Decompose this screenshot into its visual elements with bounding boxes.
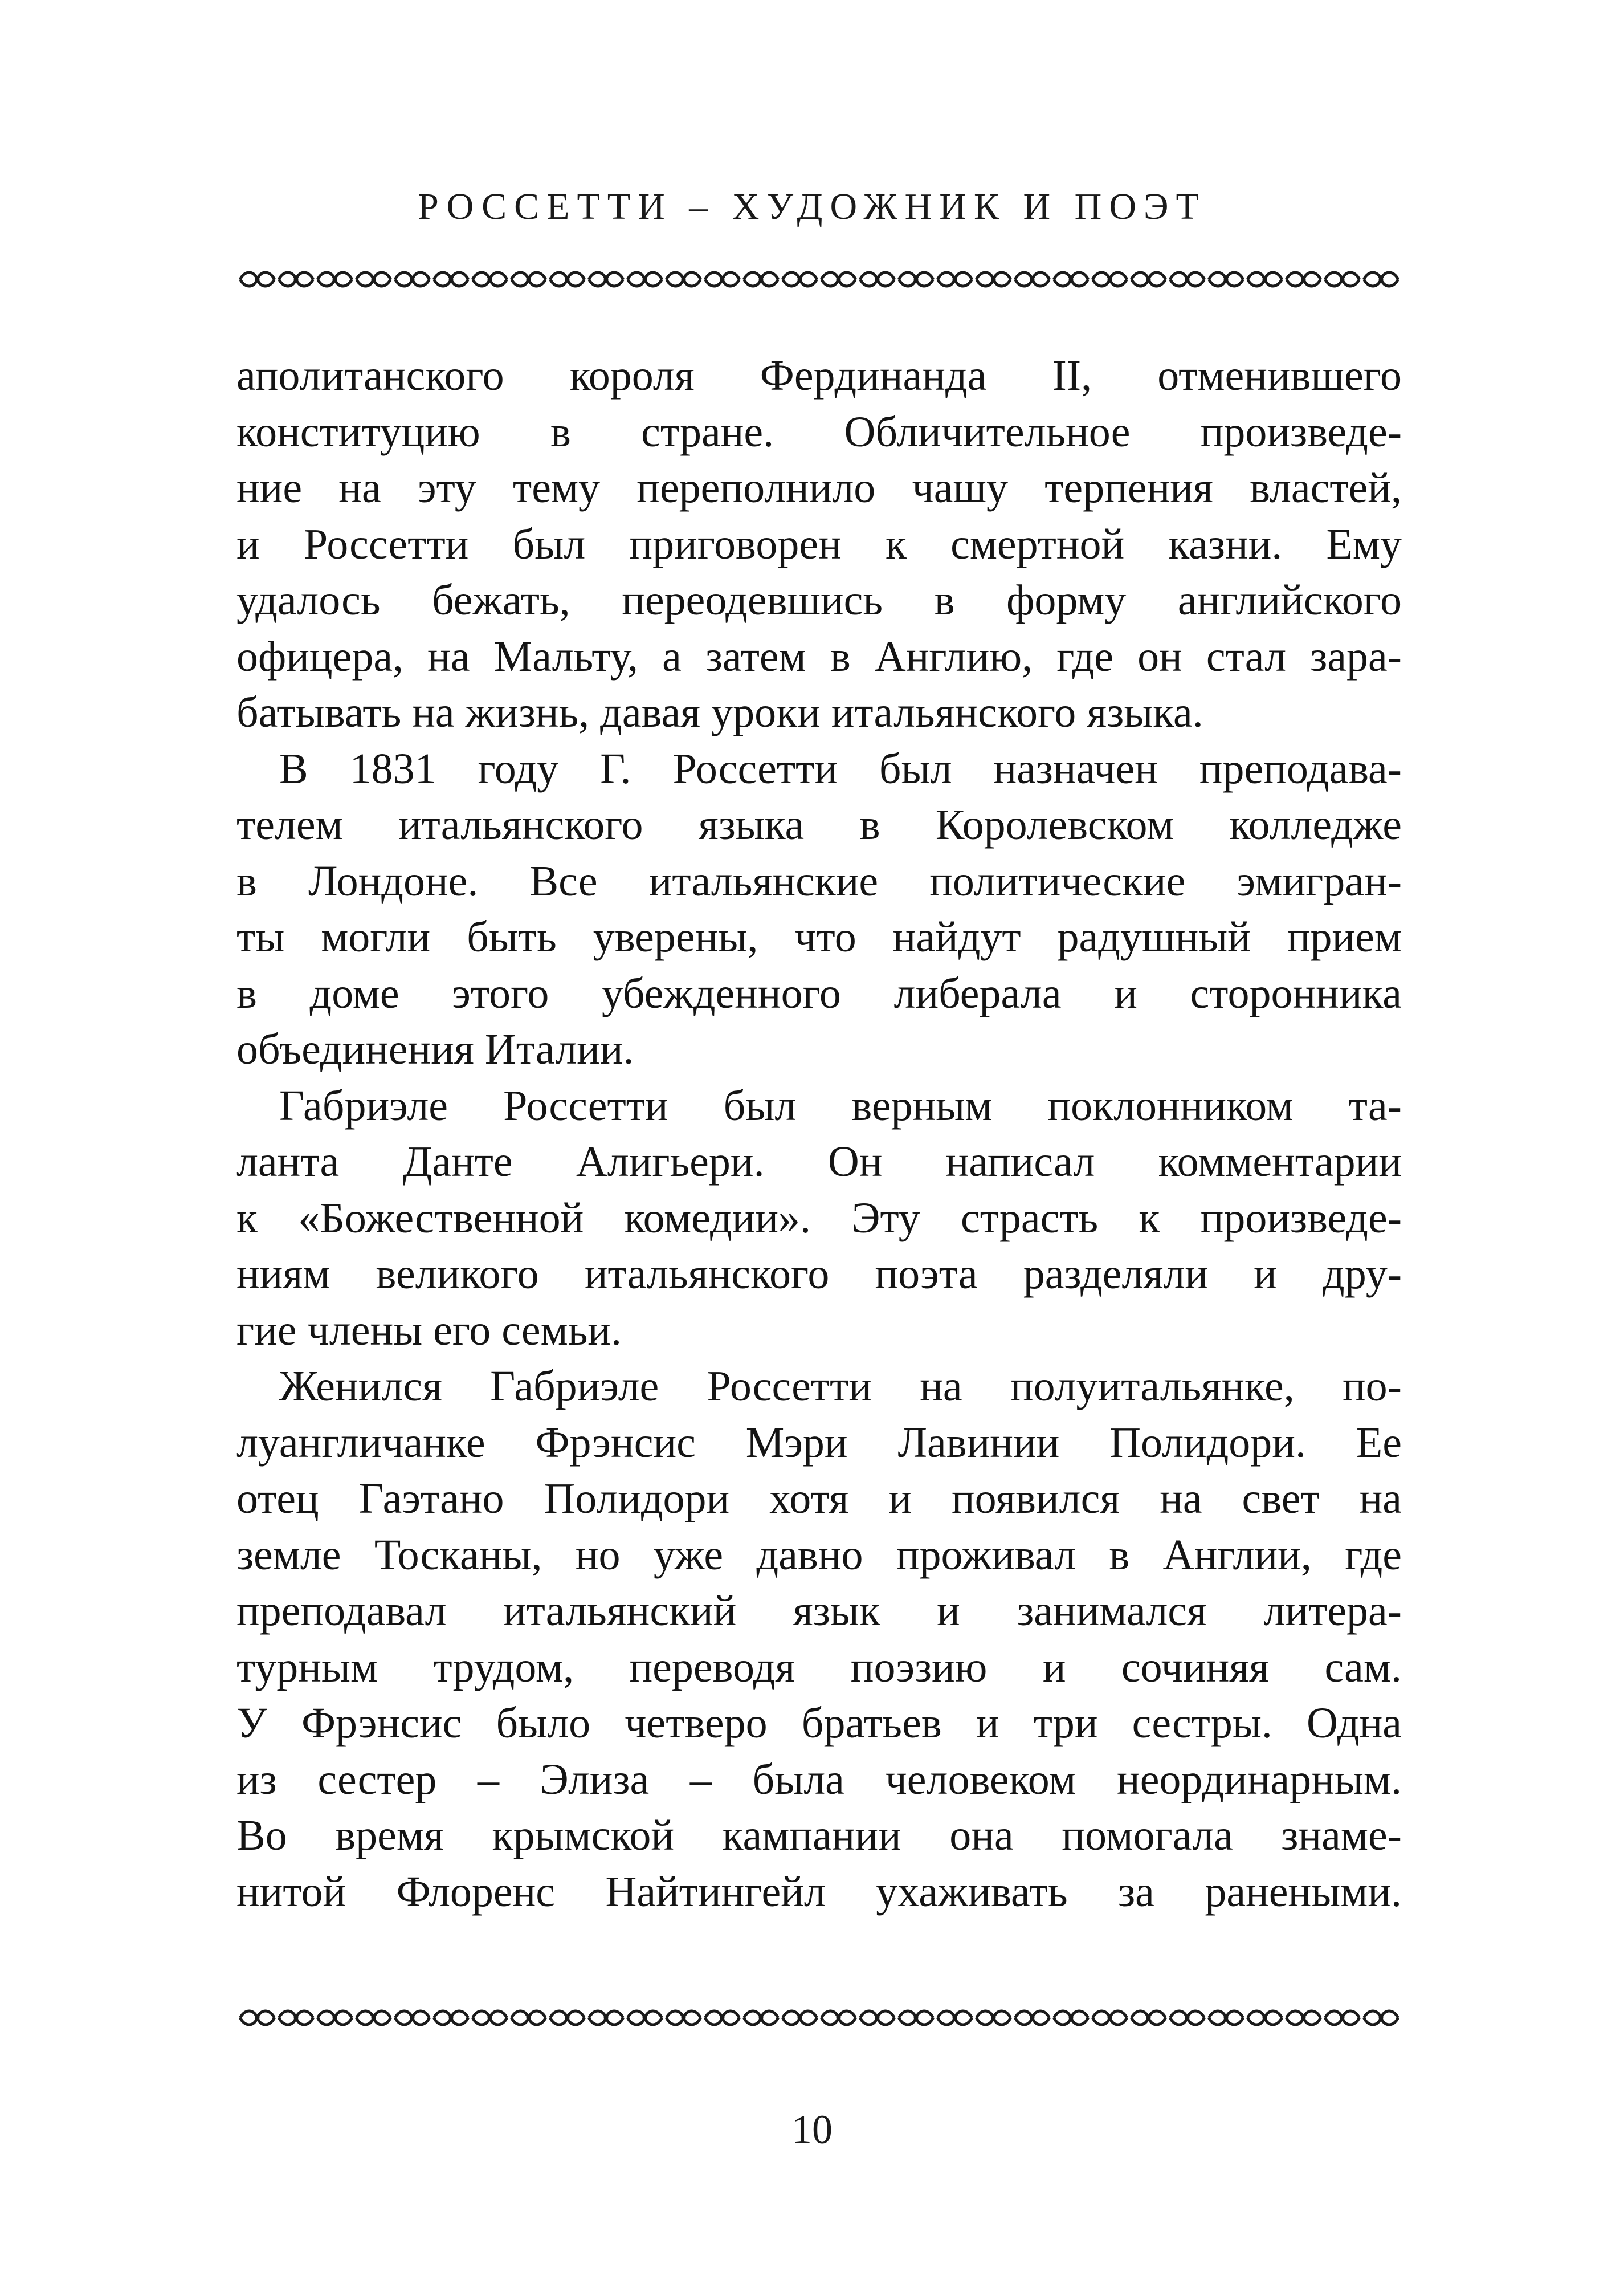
text-line: нитой Флоренс Найтингейл ухаживать за ранеными. (236, 1867, 1402, 1916)
ornament-link (1093, 2011, 1127, 2025)
ornament-link (1364, 2011, 1398, 2025)
running-title: РОССЕТТИ – ХУДОЖНИК И ПОЭТ (418, 186, 1206, 227)
ornament-link (357, 272, 391, 286)
text-line: ты могли быть уверены, что найдут радушный прием (236, 913, 1402, 961)
text-line: аполитанского короля Фердинанда II, отменившего (236, 352, 1402, 400)
text-line: У Фрэнсис было четверо братьев и три сестры. Одна (236, 1699, 1402, 1747)
ornament-link (1015, 2011, 1050, 2025)
ornament-link (1287, 272, 1321, 286)
paragraph-2 (236, 741, 1402, 1078)
ornament-link (240, 272, 275, 286)
ornament-link (783, 272, 817, 286)
text-line: ланта Данте Алигьери. Он написал комментарии (236, 1138, 1402, 1186)
ornament-link (938, 272, 972, 286)
bottom-ornament-border (236, 2006, 1402, 2029)
ornament-link (279, 2011, 313, 2025)
text-line: из сестер – Элиза – была человеком неординарным. (236, 1755, 1402, 1803)
text-line: земле Тосканы, но уже давно проживал в Англии, где (236, 1530, 1402, 1579)
ornament-link (1093, 272, 1127, 286)
ornament-link (1325, 272, 1360, 286)
text-line: в Лондоне. Все итальянские политические эмигран- (236, 857, 1402, 905)
text-line: В 1831 году Г. Россетти был назначен преподава- (279, 744, 1402, 793)
ornament-link (550, 2011, 585, 2025)
ornament-link (1054, 272, 1088, 286)
ornament-link (434, 272, 468, 286)
ornament-link (783, 2011, 817, 2025)
ornament-link (899, 272, 933, 286)
ornament-link (279, 272, 313, 286)
text-line: отец Гаэтано Полидори хотя и появился на свет на (236, 1475, 1402, 1522)
ornament-link (318, 2011, 352, 2025)
ornament-link (1364, 272, 1398, 286)
ornament-link (550, 272, 585, 286)
ornament-link (977, 2011, 1011, 2025)
ornament-link (1170, 272, 1205, 286)
page-number: 10 (791, 2107, 833, 2152)
ornament-link (434, 2011, 468, 2025)
ornament-link (860, 2011, 895, 2025)
text-line: объединения Италии. (236, 1025, 634, 1073)
text-line: и Россетти был приговорен к смертной казни. Ему (236, 520, 1402, 568)
ornament-link (744, 2011, 778, 2025)
text-line: к «Божественной комедии». Эту страсть к произведе- (236, 1194, 1402, 1242)
text-line: ниям великого итальянского поэта разделяли и дру- (236, 1250, 1402, 1298)
ornament-link (1170, 2011, 1205, 2025)
ornament-link (1248, 2011, 1282, 2025)
ornament-link (1287, 2011, 1321, 2025)
text-line: луангличанке Фрэнсис Мэри Лавинии Полидори. Ее (236, 1418, 1402, 1467)
paragraph-1 (236, 348, 1402, 741)
paragraph-3 (236, 1078, 1402, 1359)
text-line: телем итальянского языка в Королевском колледже (236, 801, 1402, 849)
ornament-link (512, 2011, 546, 2025)
ornament-link (822, 272, 856, 286)
ornament-link (1248, 272, 1282, 286)
text-line: Во время крымской кампании она помогала знаме- (236, 1811, 1402, 1859)
ornament-link (977, 272, 1011, 286)
top-ornament-border (236, 268, 1402, 291)
text-line: Женился Габриэле Россетти на полуитальянке, по- (279, 1362, 1402, 1410)
text-line: Габриэле Россетти был верным поклонником та- (279, 1081, 1402, 1130)
ornament-link (705, 272, 740, 286)
ornament-link (589, 272, 623, 286)
ornament-link (1209, 272, 1243, 286)
ornament-link (473, 2011, 507, 2025)
ornament-link (357, 2011, 391, 2025)
ornament-link (1015, 272, 1050, 286)
ornament-link (628, 272, 662, 286)
ornament-link (860, 272, 895, 286)
ornament-link (1054, 2011, 1088, 2025)
ornament-link (1209, 2011, 1243, 2025)
ornament-link (589, 2011, 623, 2025)
text-line: батывать на жизнь, давая уроки итальянского языка. (236, 689, 1203, 736)
ornament-link (667, 272, 701, 286)
ornament-link (628, 2011, 662, 2025)
text-line: офицера, на Мальту, а затем в Англию, где он стал зара- (236, 632, 1402, 681)
text-line: преподавал итальянский язык и занимался литера- (236, 1587, 1402, 1635)
ornament-link (395, 2011, 430, 2025)
ornament-link (899, 2011, 933, 2025)
ornament-link (822, 2011, 856, 2025)
ornament-link (667, 2011, 701, 2025)
ornament-link (395, 272, 430, 286)
ornament-link (240, 2011, 275, 2025)
ornament-link (512, 272, 546, 286)
text-line: турным трудом, переводя поэзию и сочиняя сам. (236, 1643, 1402, 1691)
ornament-link (938, 2011, 972, 2025)
ornament-link (473, 272, 507, 286)
text-line: гие члены его семьи. (236, 1306, 622, 1354)
ornament-link (1325, 2011, 1360, 2025)
text-line: ние на эту тему переполнило чашу терпения властей, (236, 464, 1402, 512)
ornament-link (1132, 2011, 1166, 2025)
ornament-link (705, 2011, 740, 2025)
ornament-link (1132, 272, 1166, 286)
body-text (236, 348, 1402, 1920)
ornament-link (318, 272, 352, 286)
paragraph-4 (236, 1358, 1402, 1920)
text-line: в доме этого убежденного либерала и сторонника (236, 969, 1402, 1017)
text-line: удалось бежать, переодевшись в форму английского (236, 576, 1402, 624)
ornament-link (744, 272, 778, 286)
text-line: конституцию в стране. Обличительное произведе- (236, 408, 1402, 456)
